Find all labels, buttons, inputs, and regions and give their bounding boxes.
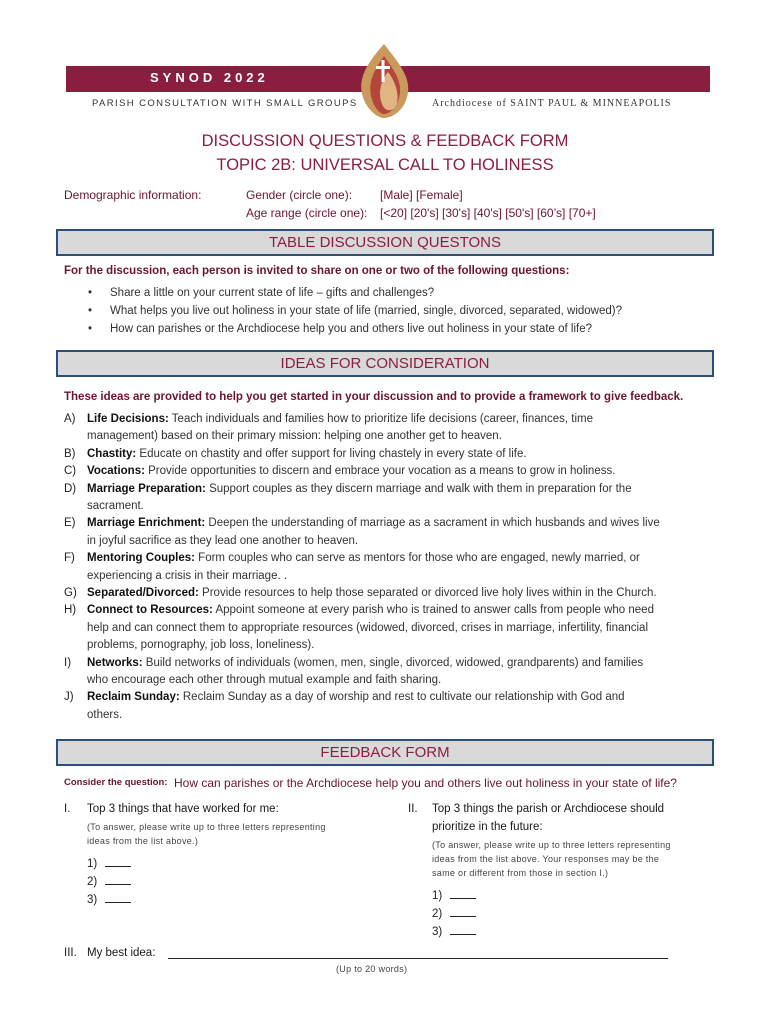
idea-title: Mentoring Couples:	[87, 552, 195, 565]
idea-item	[87, 552, 640, 564]
answer-line[interactable]: 3)	[432, 924, 476, 938]
idea-item	[87, 691, 625, 703]
idea-text-continued: problems, pornography, job loss, loneliness).	[87, 639, 315, 652]
idea-letter: C)	[64, 465, 77, 478]
gender-options: [Male] [Female]	[380, 188, 463, 202]
gender-label: Gender (circle one):	[246, 188, 353, 202]
answer-line[interactable]: 1)	[432, 888, 476, 902]
idea-item	[87, 604, 654, 616]
idea-text: Appoint someone at every parish who is trained to answer calls from people who need	[212, 604, 654, 617]
idea-title: Networks:	[87, 656, 143, 669]
idea-text: Deepen the understanding of marriage as a sacrament in which husbands and wives live	[205, 517, 660, 530]
idea-title: Chastity:	[87, 447, 137, 460]
section-1-num: I.	[64, 803, 71, 815]
banner-subtitle-right: Archdiocese of SAINT PAUL & MINNEAPOLIS	[432, 98, 672, 109]
page-subtitle: TOPIC 2B: UNIVERSAL CALL TO HOLINESS	[216, 156, 554, 174]
section-2-hint: ideas from the list above. Your responses may be the	[432, 854, 660, 864]
idea-item	[87, 483, 632, 495]
idea-text: Reclaim Sunday as a day of worship and rest to cultivate our relationship with God and	[179, 691, 625, 704]
idea-text: Provide opportunities to discern and embrace your vocation as a means to grow in holiness.	[144, 465, 616, 478]
idea-text-continued: in joyful sacrifice as they lead one another to heaven.	[87, 534, 359, 547]
idea-item	[87, 587, 657, 599]
banner-subtitle-left: PARISH CONSULTATION WITH SMALL GROUPS	[92, 98, 358, 109]
idea-letter: D)	[64, 482, 77, 495]
idea-title: Separated/Divorced:	[87, 587, 199, 599]
ideas-heading: IDEAS FOR CONSIDERATION	[56, 350, 714, 377]
idea-title: Reclaim Sunday:	[87, 691, 180, 704]
idea-text-continued: who encourage each other through mutual example and faith sharing.	[87, 674, 442, 686]
idea-item	[87, 657, 643, 669]
section-3-num: III.	[64, 947, 77, 959]
idea-letter: G)	[64, 587, 77, 599]
ideas-intro: These ideas are provided to help you get started in your discussion and to provide a framework to give feedback.	[64, 391, 684, 403]
section-2-hint: same or different from those in section I.)	[432, 868, 609, 878]
section-2-title: prioritize in the future:	[432, 821, 543, 833]
page-title: DISCUSSION QUESTIONS & FEEDBACK FORM	[201, 132, 569, 150]
consider-label: Consider the question:	[64, 777, 168, 788]
idea-item	[87, 448, 527, 460]
idea-item	[87, 413, 593, 425]
idea-text: Support couples as they discern marriage and walk with them in preparation for the	[205, 482, 632, 495]
idea-title: Marriage Preparation:	[87, 482, 206, 495]
discussion-intro: For the discussion, each person is invited to share on one or two of the following questions:	[64, 265, 570, 277]
idea-text: Teach individuals and families how to prioritize life decisions (career, finances, time	[168, 413, 594, 425]
idea-letter: F)	[64, 552, 75, 565]
age-label: Age range (circle one):	[246, 206, 368, 220]
idea-title: Vocations:	[87, 465, 145, 478]
section-1-hint: (To answer, please write up to three letters representing	[87, 822, 326, 832]
answer-line[interactable]: 2)	[432, 906, 476, 920]
section-1-hint: ideas from the list above.)	[87, 836, 199, 846]
age-options: [<20] [20's] [30's] [40's] [50's] [60’s] [70+]	[380, 206, 596, 220]
idea-letter: E)	[64, 517, 76, 530]
idea-text: Build networks of individuals (women, men, single, divorced, widowed, grandparents) and families	[142, 656, 644, 669]
idea-text-continued: experiencing a crisis in their marriage. .	[87, 569, 288, 582]
section-3-title: My best idea:	[87, 947, 156, 959]
idea-text: Provide resources to help those separated or divorced live holy lives within in the Church.	[198, 587, 657, 599]
idea-item	[87, 517, 660, 529]
section-2-hint: (To answer, please write up to three letters representing	[432, 840, 671, 850]
idea-text-continued: others.	[87, 708, 123, 721]
idea-letter: I)	[64, 656, 72, 669]
table-discussion-heading: TABLE DISCUSSION QUESTONS	[56, 229, 714, 256]
idea-text: Form couples who can serve as mentors for those who are engaged, newly married, or	[194, 552, 640, 565]
idea-title: Life Decisions:	[87, 413, 169, 425]
idea-title: Connect to Resources:	[87, 604, 213, 617]
answer-line[interactable]: 1)	[87, 856, 131, 870]
idea-text-continued: sacrament.	[87, 500, 144, 512]
consider-question: How can parishes or the Archdiocese help you and others live out holiness in your state of life?	[174, 776, 677, 790]
answer-line[interactable]: 3)	[87, 892, 131, 906]
idea-letter: H)	[64, 604, 77, 617]
idea-letter: A)	[64, 413, 76, 425]
idea-item	[87, 465, 615, 477]
answer-line[interactable]: 2)	[87, 874, 131, 888]
section-1-title: Top 3 things that have worked for me:	[87, 803, 279, 815]
word-limit-note: (Up to 20 words)	[336, 964, 408, 974]
best-idea-line[interactable]	[168, 958, 668, 959]
idea-letter: J)	[64, 691, 74, 704]
section-2-num: II.	[408, 803, 418, 815]
idea-letter: B)	[64, 447, 76, 460]
banner-title: SYNOD 2022	[150, 70, 269, 85]
idea-text-continued: management) based on their primary mission: helping one another get to heaven.	[87, 430, 502, 443]
idea-text-continued: help and can connect them to appropriate resources (widowed, divorced, crises in marriage, infertility, financial	[87, 621, 649, 634]
flame-cross-logo-icon	[352, 42, 416, 120]
section-2-title: Top 3 things the parish or Archdiocese should	[432, 803, 665, 815]
idea-title: Marriage Enrichment:	[87, 517, 206, 530]
demographic-label: Demographic information:	[64, 188, 202, 202]
feedback-heading: FEEDBACK FORM	[56, 739, 714, 766]
idea-text: Educate on chastity and offer support for living chastely in every state of life.	[136, 447, 527, 460]
